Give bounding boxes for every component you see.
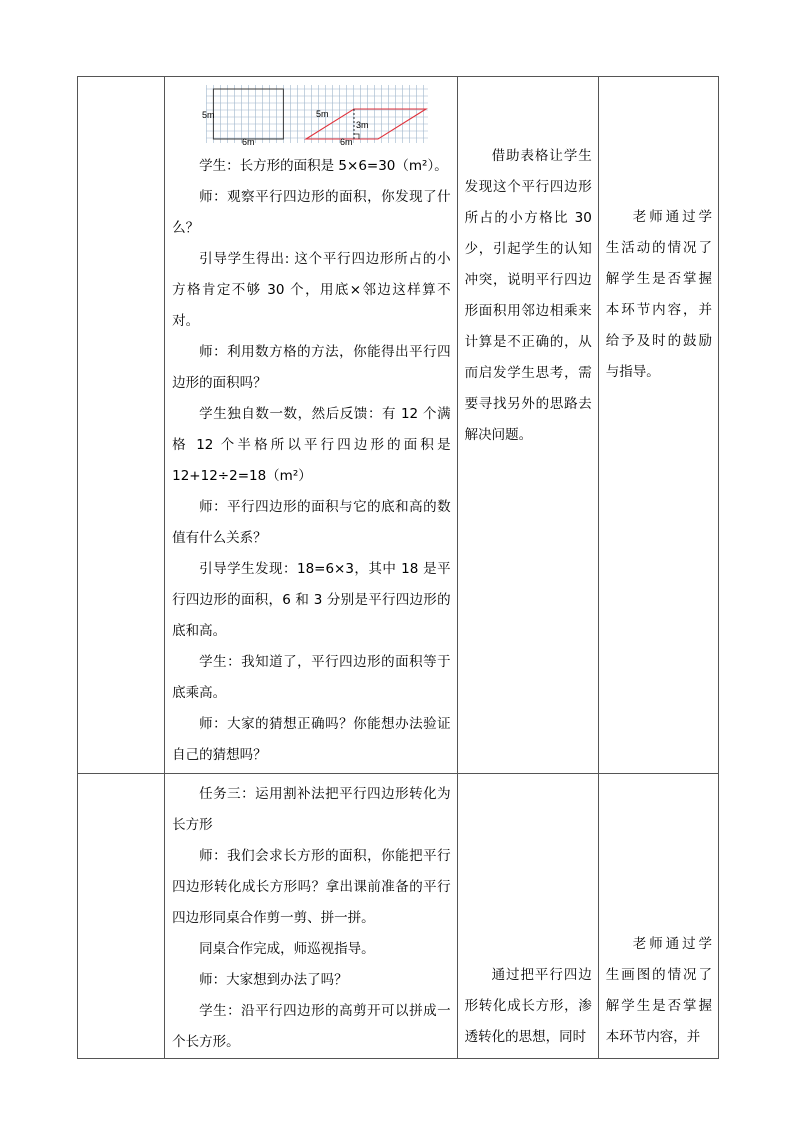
paragraph: 师：我们会求长方形的面积，你能把平行四边形转化成长方形吗？拿出课前准备的平行四边形同桌合作剪一剪、拼一拼。	[172, 848, 451, 926]
task-heading: 任务三：运用割补法把平行四边形转化为长方形	[172, 786, 451, 833]
rect-width-label: 6m	[242, 137, 255, 145]
evaluation-cell	[598, 774, 718, 1059]
evaluation-text: 老师通过学生画图的情况了解学生是否掌握本环节内容，并	[605, 936, 712, 1045]
design-intent-text: 借助表格让学生发现这个平行四边形所占的小方格比 30 少，引起学生的认知冲突，说明平行四边形面积用邻边相乘来计算是不正确的，从而启发学生思考，需要寻找另外的思路去解决问题。	[464, 148, 592, 443]
paragraph: 学生：我知道了，平行四边形的面积等于底乘高。	[172, 654, 451, 701]
paragraph: 引导学生发现：18=6×3，其中 18 是平行四边形的面积，6 和 3 分别是平行四边形的底和高。	[172, 561, 451, 639]
design-intent-text: 通过把平行四边形转化成长方形，渗透转化的思想，同时	[464, 967, 592, 1045]
paragraph: 学生：沿平行四边形的高剪开可以拼成一个长方形。	[172, 1003, 451, 1050]
rect-height-label: 5m	[202, 110, 215, 120]
evaluation-cell	[598, 77, 718, 774]
stage-cell	[78, 774, 165, 1059]
paragraph: 师：大家的猜想正确吗？你能想办法验证自己的猜想吗？	[172, 716, 451, 763]
para-height-label: 3m	[356, 120, 369, 130]
design-intent-cell	[457, 774, 598, 1059]
paragraph: 师：大家想到办法了吗？	[199, 972, 348, 988]
paragraph: 学生独自数一数，然后反馈：有 12 个满格 12 个半格所以平行四边形的面积是 12+12÷2=18（m²）	[172, 406, 451, 484]
paragraph: 引导学生得出: 这个平行四边形所占的小方格肯定不够 30 个，用底×邻边这样算不对。	[172, 251, 451, 329]
paragraph: 学生：长方形的面积是 5×6=30（m²）。	[199, 158, 448, 174]
paragraph: 师：利用数方格的方法，你能得出平行四边形的面积吗？	[172, 344, 451, 391]
design-intent-cell	[457, 77, 598, 774]
paragraph: 同桌合作完成，师巡视指导。	[199, 941, 375, 957]
para-side-label: 5m	[316, 109, 329, 119]
activity-cell	[165, 77, 457, 774]
grid-figure	[202, 85, 428, 145]
lesson-table	[77, 76, 719, 1059]
table-row	[78, 77, 719, 774]
activity-cell	[165, 774, 457, 1059]
evaluation-text: 老师通过学生活动的情况了解学生是否掌握本环节内容，并给予及时的鼓励与指导。	[605, 209, 712, 380]
paragraph: 师：平行四边形的面积与它的底和高的数值有什么关系？	[172, 499, 451, 546]
stage-cell	[78, 77, 165, 774]
para-base-label: 6m	[340, 137, 353, 145]
paragraph: 师：观察平行四边形的面积，你发现了什么？	[172, 189, 451, 236]
table-row	[78, 774, 719, 1059]
